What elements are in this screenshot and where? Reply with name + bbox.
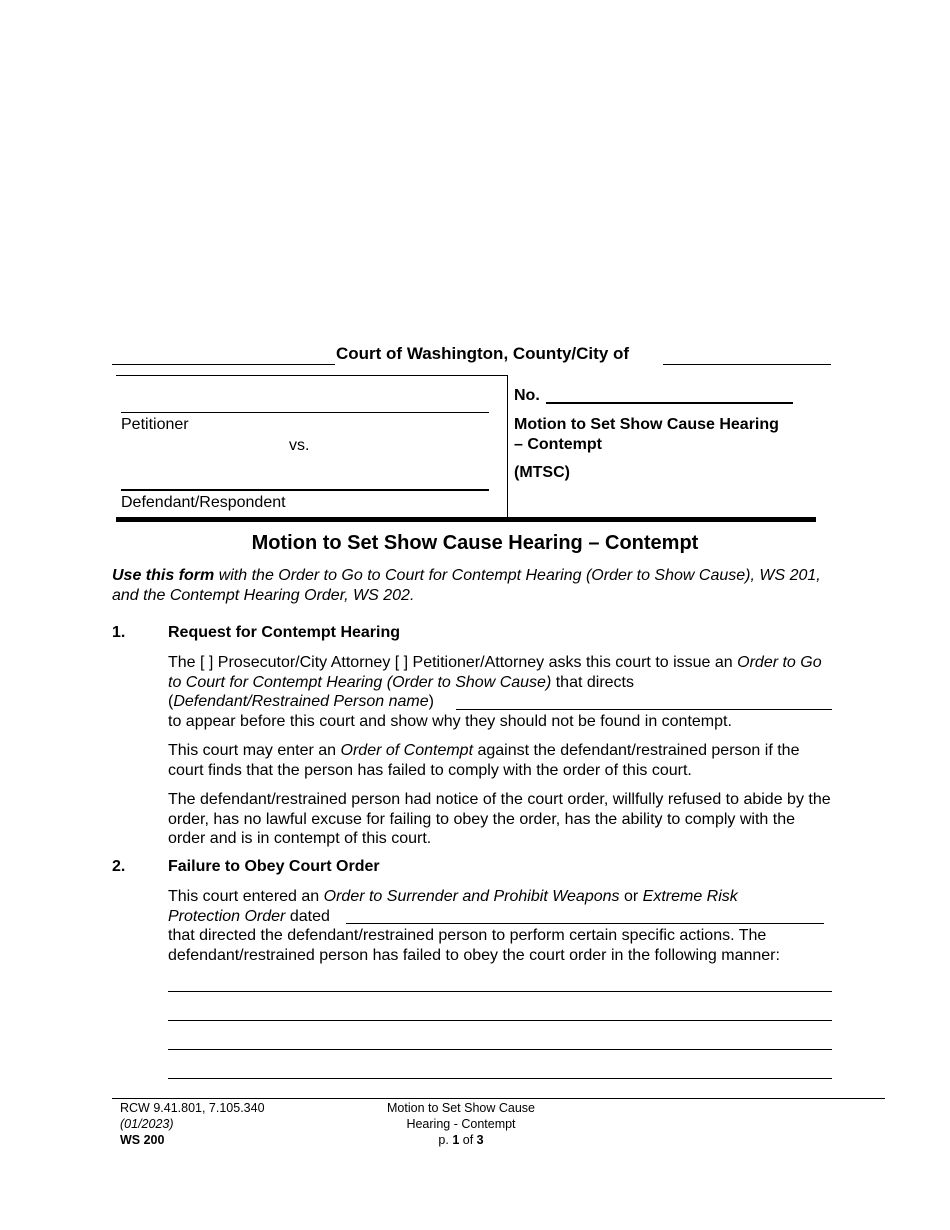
county-city-field[interactable] [663, 364, 831, 365]
petitioner-label: Petitioner [121, 416, 189, 433]
order-date-field[interactable] [346, 923, 824, 924]
s2-p1-c: or [619, 888, 643, 905]
court-title: Court of Washington, County/City of [336, 344, 630, 363]
case-number-field[interactable] [546, 402, 793, 404]
case-number-label: No. [514, 387, 540, 404]
footer-page-num: 1 [452, 1133, 460, 1147]
section-2-title: Failure to Obey Court Order [168, 858, 380, 875]
footer-page-prefix: p. [438, 1133, 453, 1147]
county-blank-left[interactable] [112, 364, 335, 365]
failure-description-line-4[interactable] [168, 1078, 832, 1079]
failure-description-line-2[interactable] [168, 1020, 832, 1021]
caption-bottom-rule [116, 517, 816, 522]
section-2-para-1 [168, 887, 808, 926]
page-title: Motion to Set Show Cause Hearing – Contempt [251, 532, 699, 554]
footer-form-number: WS 200 [120, 1133, 165, 1147]
respondent-name-field[interactable] [121, 489, 489, 491]
s2-p1-d: Extreme Risk Protection Order [168, 888, 738, 925]
s1-p2-c: against the defendant/restrained person if the court finds that the person has failed to comply with the order of this court. [168, 742, 800, 779]
defendant-name-row [168, 692, 434, 712]
s2-p1-e: dated [285, 907, 330, 925]
footer-rule [112, 1098, 885, 1099]
respondent-label: Defendant/Respondent [121, 494, 286, 511]
intro-bold: Use this form [112, 567, 215, 584]
intro-rest: with the Order to Go to Court for Contempt Hearing (Order to Show Cause), WS 201, and the Contempt Hearing Order, WS 202. [112, 567, 821, 604]
footer-title [361, 1100, 561, 1148]
failure-description-line-3[interactable] [168, 1049, 832, 1050]
footer-title-line-2: Hearing - Contempt [406, 1117, 516, 1131]
s1-p1-d-open: ( [168, 693, 174, 710]
s1-p1-a: The [ ] Prosecutor/City Attorney [ ] Petitioner/Attorney asks this court to issue an [168, 654, 738, 671]
footer-page [361, 1132, 561, 1148]
s1-p2-b: Order of Contempt [340, 742, 474, 759]
section-2-number: 2. [112, 858, 126, 875]
s2-p1-b: Order to Surrender and Prohibit Weapons [323, 888, 620, 905]
failure-description-line-1[interactable] [168, 991, 832, 992]
footer-rcw: RCW 9.41.801, 7.105.340 [120, 1101, 265, 1115]
footer-page-total: 3 [476, 1133, 484, 1147]
section-1-para-1 [168, 653, 836, 692]
caption-doc-title-2: – Contempt [514, 436, 602, 453]
footer-page-mid: of [459, 1133, 477, 1147]
section-1-para-2 [168, 741, 836, 780]
s1-p1-d-close: ) [428, 693, 434, 710]
vs-label: vs. [289, 437, 310, 454]
caption-doc-code: (MTSC) [514, 464, 570, 481]
s1-p1-e: to appear before this court and show why they should not be found in contempt. [168, 713, 732, 730]
section-1-number: 1. [112, 624, 126, 641]
footer-date: (01/2023) [120, 1117, 174, 1131]
caption-divider [507, 375, 508, 518]
s2-p1-a: This court entered an [168, 888, 324, 905]
s1-p2-a: This court may enter an [168, 742, 341, 759]
s1-p1-d-ital: Defendant/Restrained Person name [173, 693, 429, 710]
s1-p1-c: that directs [551, 673, 634, 691]
s2-p1-f: that directed the defendant/restrained person to perform certain specific actions. The defendant/restrained person has failed to obey the court order in the following manner: [168, 927, 780, 964]
petitioner-name-field[interactable] [121, 412, 489, 413]
caption-doc-title-1: Motion to Set Show Cause Hearing [514, 416, 779, 433]
defendant-name-field[interactable] [456, 709, 832, 710]
footer-title-line-1: Motion to Set Show Cause [387, 1101, 535, 1115]
section-1-para-3: The defendant/restrained person had notice of the court order, willfully refused to abide by the order, has no lawful excuse for failing to obey the order, has the ability to comply with the order and is in contempt of this court. [168, 791, 831, 848]
intro-text [112, 566, 842, 606]
caption-top-rule [116, 375, 507, 376]
section-1-title: Request for Contempt Hearing [168, 624, 401, 641]
s1-p1-b: Order to Go to Court for Contempt Hearing (Order to Show Cause) [168, 654, 822, 691]
